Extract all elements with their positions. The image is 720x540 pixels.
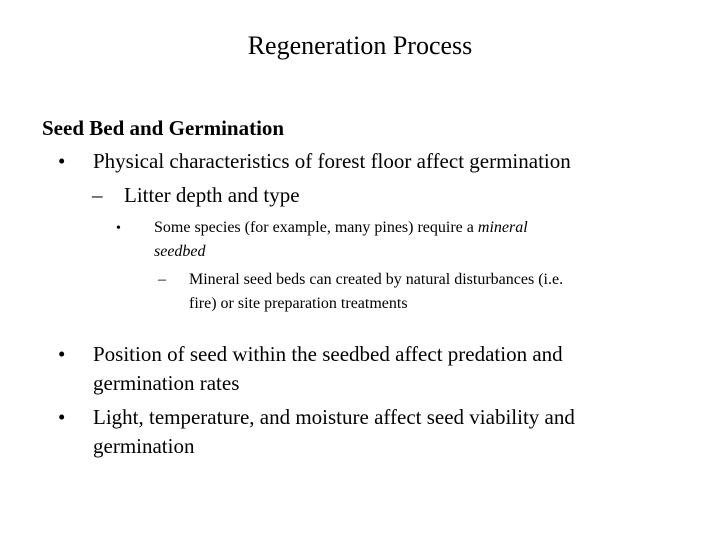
subitem-mineral-seed-beds-line2: fire) or site preparation treatments	[189, 295, 408, 312]
dash-marker: –	[158, 271, 166, 288]
bullet-marker: •	[58, 405, 66, 429]
bullet-marker: •	[58, 342, 66, 366]
bullet-light-temperature-line1: Light, temperature, and moisture affect seed viability and	[93, 405, 575, 429]
slide-title: Regeneration Process	[247, 31, 473, 60]
subitem-litter-depth: Litter depth and type	[124, 183, 300, 207]
bullet-position-of-seed-line1: Position of seed within the seedbed affect predation and	[93, 342, 563, 366]
section-heading: Seed Bed and Germination	[42, 116, 285, 140]
subitem-some-species-line2	[154, 240, 206, 264]
bullet-position-of-seed-line2: germination rates	[93, 371, 240, 395]
bullet-physical-characteristics: Physical characteristics of forest floor affect germination	[93, 149, 571, 173]
bullet-marker: •	[58, 149, 66, 173]
some-species-text: Some species (for example, many pines) require a	[154, 219, 478, 236]
seedbed-italic: seedbed	[154, 243, 206, 260]
mineral-italic: mineral	[477, 219, 528, 236]
bullet-marker: •	[116, 221, 121, 236]
subitem-some-species-line1	[154, 216, 528, 240]
dash-marker: –	[92, 183, 103, 207]
subitem-mineral-seed-beds-line1: Mineral seed beds can created by natural disturbances (i.e.	[189, 271, 564, 288]
bullet-light-temperature-line2: germination	[93, 434, 195, 458]
